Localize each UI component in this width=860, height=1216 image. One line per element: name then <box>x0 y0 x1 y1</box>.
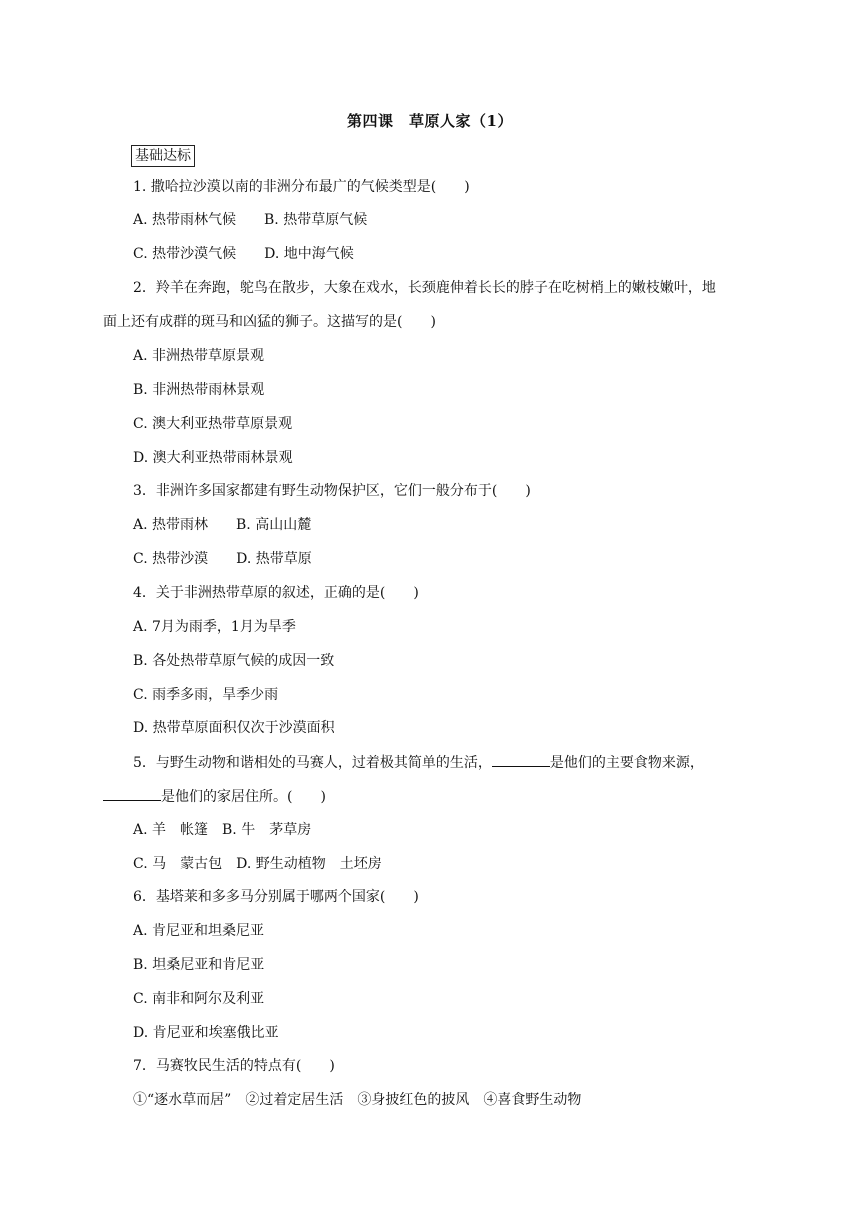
question-1-options-cd: C. 热带沙漠气候 D. 地中海气候 <box>133 246 354 262</box>
page-title: 第四课 草原人家（1） <box>347 112 513 130</box>
question-5-stem-part-a: 5．与野生动物和谐相处的马赛人，过着极其简单的生活， <box>133 755 492 771</box>
question-3-options-cd: C. 热带沙漠 D. 热带草原 <box>133 551 312 567</box>
question-7-items: ①“逐水草而居” ②过着定居生活 ③身披红色的披风 ④喜食野生动物 <box>133 1092 582 1108</box>
question-6-option-b: B. 坦桑尼亚和肯尼亚 <box>133 957 265 973</box>
question-5-stem-part-c: 是他们的家居住所。( ) <box>161 789 326 805</box>
question-2-stem-line-1: 2．羚羊在奔跑，鸵鸟在散步，大象在戏水，长颈鹿伸着长长的脖子在吃树梢上的嫩枝嫩叶，地 <box>133 280 716 296</box>
question-6-stem: 6．基塔莱和多多马分别属于哪两个国家( ) <box>133 889 419 905</box>
question-6-option-a: A. 肯尼亚和坦桑尼亚 <box>133 923 265 939</box>
question-4-option-c: C. 雨季多雨，旱季少雨 <box>133 687 279 703</box>
question-5-stem-line-1 <box>133 752 704 773</box>
question-5-options-cd: C. 马 蒙古包 D. 野生动植物 土坯房 <box>133 856 382 872</box>
question-5-stem-line-2 <box>103 786 326 807</box>
question-6-option-c: C. 南非和阿尔及利亚 <box>133 991 265 1007</box>
question-4-option-d: D. 热带草原面积仅次于沙漠面积 <box>133 720 335 736</box>
question-2-option-a: A. 非洲热带草原景观 <box>133 348 265 364</box>
question-3-options-ab: A. 热带雨林 B. 高山山麓 <box>133 517 312 533</box>
question-5-options-ab: A. 羊 帐篷 B. 牛 茅草房 <box>133 822 312 838</box>
question-1-stem: 1. 撒哈拉沙漠以南的非洲分布最广的气候类型是( ) <box>133 179 470 195</box>
question-4-stem: 4．关于非洲热带草原的叙述，正确的是( ) <box>133 585 419 601</box>
question-7-stem: 7．马赛牧民生活的特点有( ) <box>133 1058 335 1074</box>
question-2-option-c: C. 澳大利亚热带草原景观 <box>133 416 293 432</box>
answer-blank <box>103 786 161 801</box>
question-2-stem-line-2: 面上还有成群的斑马和凶猛的狮子。这描写的是( ) <box>103 314 436 330</box>
question-1-options-ab: A. 热带雨林气候 B. 热带草原气候 <box>133 212 368 228</box>
section-label: 基础达标 <box>131 145 195 167</box>
question-4-option-b: B. 各处热带草原气候的成因一致 <box>133 653 335 669</box>
question-3-stem: 3．非洲许多国家都建有野生动物保护区，它们一般分布于( ) <box>133 483 531 499</box>
question-2-option-d: D. 澳大利亚热带雨林景观 <box>133 450 293 466</box>
question-2-option-b: B. 非洲热带雨林景观 <box>133 382 265 398</box>
answer-blank <box>492 752 550 767</box>
question-5-stem-part-b: 是他们的主要食物来源， <box>549 755 704 771</box>
question-6-option-d: D. 肯尼亚和埃塞俄比亚 <box>133 1025 279 1041</box>
question-4-option-a: A. 7月为雨季，1月为旱季 <box>133 619 296 635</box>
